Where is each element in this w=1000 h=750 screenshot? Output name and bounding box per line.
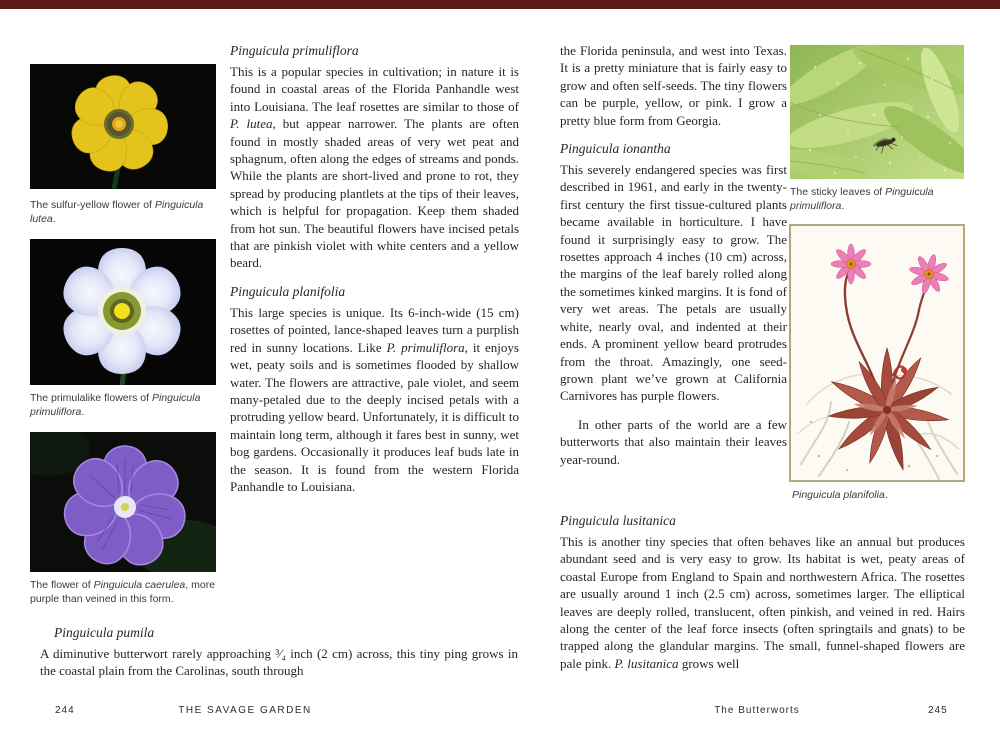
pumila-continuation-paragraph: the Florida peninsula, and west into Texas. It is a pretty miniature that is fairly easy to grow and often self-seeds. The tiny flowers can be purple, yellow, or pink. I grow a pretty blue form from Georgia. (560, 43, 787, 128)
left-text-column (230, 42, 519, 506)
sticky-leaves-caption: The sticky leaves of Pinguicula primuliflora. (790, 186, 934, 212)
lutea-caption: The sulfur-yellow flower of Pinguicula lutea. (30, 199, 204, 225)
heading-pumila: Pinguicula pumila (54, 625, 155, 640)
planifolia-illustration (789, 224, 965, 482)
right-page-number: 245 (928, 705, 948, 716)
left-running-title: THE SAVAGE GARDEN (178, 705, 312, 716)
heading-planifolia: Pinguicula planifolia (230, 283, 346, 299)
pumila-paragraph: A diminutive butterwort rarely approaching ³⁄₄ inch (2 cm) across, this tiny ping grows in the coastal plain from the Carolinas, south through (40, 646, 518, 679)
heading-ionantha: Pinguicula ionantha (560, 141, 671, 157)
right-text-column (560, 42, 787, 479)
ionantha-paragraph: This severely endangered species was first described in 1961, and early in the twenty-first century the first tissue-cultured plants became available in horticulture. I have found it surprisingly easy to grow. The rosettes approach 4 inches (10 cm) across, the margins of the leaf barely rolled along the sometimes kinked margins. It is fond of very wet areas. The petals are usually white, nearly oval, and indented at their ends. A prominent yellow beard protrudes from the throat. Amazingly, one seed-grown plant we’ve grown at California Carnivores has purple flowers. (560, 162, 787, 404)
right-bottom-section (560, 512, 965, 683)
other-butterworts-paragraph: In other parts of the world are a few butterworts that also maintain their leaves year-round. (560, 416, 787, 467)
caerulea-caption: The flower of Pinguicula caerulea, more purple than veined in this form. (30, 579, 216, 605)
heading-primuliflora: Pinguicula primuliflora (230, 43, 359, 58)
heading-lusitanica: Pinguicula lusitanica (560, 513, 676, 528)
book-top-edge-bar (0, 0, 1000, 9)
primuliflora-caption: The primulalike flowers of Pinguicula primuliflora. (30, 392, 201, 418)
lusitanica-paragraph: This is another tiny species that often behaves like an annual but produces abundant seed and is very easy to grow. Its habitat is wet, peaty areas of coastal Europe from England to Spain and northwestern Africa. The rosettes are usually around 1 inch (2.5 cm) across, sometimes larger. The elliptical leaves are deeply rolled, translucent, often pinkish, and veined in red. Hairs along the center of the leaf force insects (often springtails and gnats) to be trapped along the glandular margins. The small, funnel-shaped flowers are pale pink. P. lusitanica grows well (560, 534, 965, 671)
pink-flower-left (831, 244, 871, 284)
primuliflora-flower-photo (30, 239, 216, 385)
left-page-number: 244 (55, 705, 75, 716)
right-running-title: The Butterworts (714, 705, 800, 716)
primuliflora-paragraph: This is a popular species in cultivation; in nature it is found in coastal areas of the Florida Panhandle west into Louisiana. The leaf rosettes are similar to those of P. lutea, but appear narrower. The plants are often found in mostly shaded areas of very wet peat and sphagnum, often along the edges of streams and ponds. While the plants are short-lived and prone to rot, they spread by producing plantlets at the tips of their leaves, which is helpful for propagation. Keep them shaded from hot sun. The beautiful flowers have incised petals that are pinkish violet with white centers and a yellow beard. (230, 64, 519, 271)
planifolia-paragraph: This large species is unique. Its 6-inch-wide (15 cm) rosettes of pointed, lance-shaped leaves turn a purplish red in sunny locations. Like P. primuliflora, it enjoys wet, peaty soils and is sometimes flooded by shallow water. The flowers are attractive, pale violet, and seem many-petaled due to the deeply incised petals with a protruding yellow beard. Unfortunately, it is difficult to maintain long term, although it fares best in sunny, wet bog gardens. Occasionally it produces leaf buds late in the season. It is found from the western Florida Panhandle to Louisiana. (230, 304, 519, 494)
lutea-flower-photo (30, 64, 216, 189)
left-bottom-section (40, 624, 518, 691)
caerulea-flower-photo (30, 432, 216, 572)
sticky-leaves-photo (790, 45, 964, 179)
planifolia-illustration-caption: Pinguicula planifolia. (792, 489, 888, 501)
